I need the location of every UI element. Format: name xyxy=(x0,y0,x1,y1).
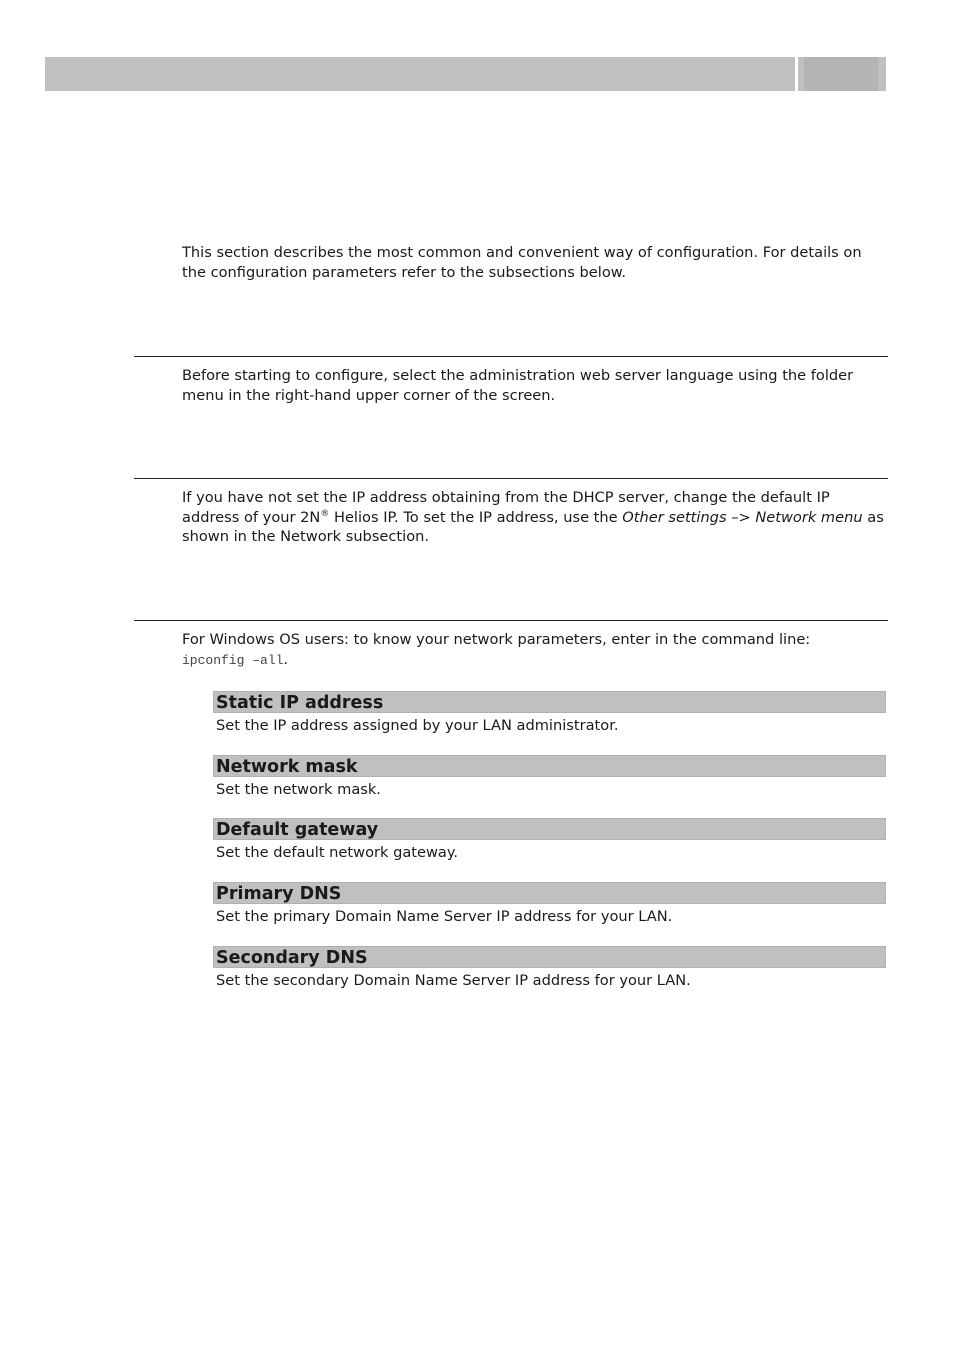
ip-address-text-1: If you have not set the IP address obtaining from the DHCP server, change the default IP address of your 2N xyxy=(182,489,830,526)
intro-paragraph: This section describes the most common and convenient way of configuration. For details on the configuration parameters refer to the subsections below. xyxy=(182,244,862,281)
ip-address-text-3: as shown in the Network subsection. xyxy=(182,508,884,545)
header-bar xyxy=(45,57,795,91)
param-title-static-ip: Static IP address xyxy=(213,691,886,713)
network-params-text: For Windows OS users: to know your network parameters, enter in the command line: xyxy=(182,631,811,648)
ip-address-paragraph xyxy=(182,488,888,547)
param-title-default-gateway: Default gateway xyxy=(213,818,886,840)
command-period: . xyxy=(283,650,289,668)
ip-address-text-2: Helios IP. To set the IP address, use the xyxy=(329,508,623,526)
param-desc-static-ip: Set the IP address assigned by your LAN administrator. xyxy=(216,717,619,734)
param-desc-network-mask: Set the network mask. xyxy=(216,781,381,798)
param-title-secondary-dns: Secondary DNS xyxy=(213,946,886,968)
section-rule-language xyxy=(134,356,888,357)
network-params-paragraph xyxy=(182,630,888,670)
menu-path: Other settings –> Network menu xyxy=(622,508,863,526)
section-rule-network-params xyxy=(134,620,888,621)
command-line: ipconfig –all xyxy=(182,652,284,668)
param-title-primary-dns: Primary DNS xyxy=(213,882,886,904)
param-title-network-mask: Network mask xyxy=(213,755,886,777)
param-desc-default-gateway: Set the default network gateway. xyxy=(216,844,459,861)
section-rule-ip-address xyxy=(134,478,888,479)
param-desc-primary-dns: Set the primary Domain Name Server IP address for your LAN. xyxy=(216,908,673,925)
header-page-tab-inner xyxy=(804,57,878,91)
registered-mark: ® xyxy=(320,508,330,519)
language-paragraph: Before starting to configure, select the administration web server language using the folder menu in the right-hand upper corner of the screen. xyxy=(182,367,854,404)
param-desc-secondary-dns: Set the secondary Domain Name Server IP address for your LAN. xyxy=(216,972,691,989)
